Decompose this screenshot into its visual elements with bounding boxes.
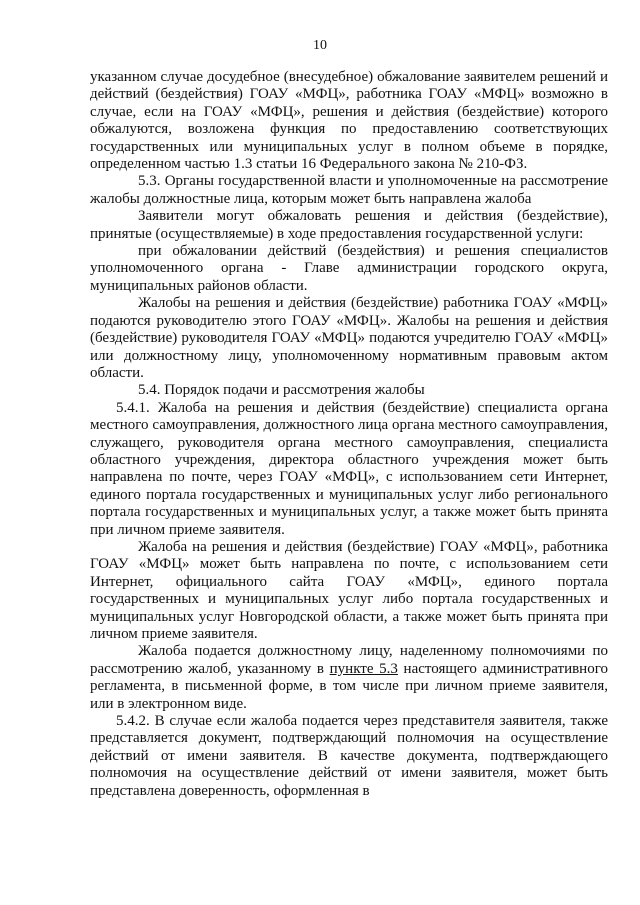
paragraph-continuation: указанном случае досудебное (внесудебное) обжалование заявителем решений и действий (бездействия) ГОАУ «МФЦ», работника ГОАУ «МФЦ» возможно в случае, если на ГОАУ «МФЦ», решения и действия (бездействие) которого обжалуются, возложена функция по предоставлению соответствующих государственных или муниципальных услуг в полном объеме в порядке, определенном частью 1.3 статьи 16 Федерального закона № 210-ФЗ. <box>90 69 608 173</box>
paragraph-applicants-appeal: Заявители могут обжаловать решения и действия (бездействие), принятые (осуществляемые) в ходе предоставления государственной услуги: <box>90 208 608 242</box>
paragraph-specialists-appeal: при обжаловании действий (бездействия) и решения специалистов уполномоченного органа - Главе администрации городского округа, муниципальных районов области. <box>90 243 608 294</box>
clause-5-3-link[interactable]: пункте 5.3 <box>329 660 398 677</box>
text-after-link: настоящего административного регламента, в письменной форме, в том числе при личном приеме заявителя, или в электронном виде. <box>90 660 608 712</box>
page-number: 10 <box>313 38 327 53</box>
section-5-3-heading: 5.3. Органы государственной власти и уполномоченные на рассмотрение жалобы должностные лица, которым может быть направлена жалоба <box>90 173 608 207</box>
paragraph-mfc-complaint-channels: Жалоба на решения и действия (бездействие) ГОАУ «МФЦ», работника ГОАУ «МФЦ» может быть направлена по почте, с использованием сети Интернет, официального сайта ГОАУ «МФЦ», единого портала государственных и муниципальных услуг либо портала государственных и муниципальных услуг Новгородской области, а также может быть принята при личном приеме заявителя. <box>90 538 608 642</box>
text-before-link: Жалоба подается должностному лицу, наделенному полномочиями по рассмотрению жалоб, указанному в <box>90 643 608 677</box>
section-5-4-heading: 5.4. Порядок подачи и рассмотрения жалобы <box>138 382 425 399</box>
paragraph-mfc-complaints: Жалобы на решения и действия (бездействие) работника ГОАУ «МФЦ» подаются руководителю этого ГОАУ «МФЦ». Жалобы на решения и действия (бездействие) руководителя ГОАУ «МФЦ» подаются учредителю ГОАУ «МФЦ» или должностному лицу, уполномоченному нормативным правовым актом области. <box>90 295 608 381</box>
section-5-4-2: 5.4.2. В случае если жалоба подается через представителя заявителя, также представляется документ, подтверждающий полномочия на осуществление действий от имени заявителя. В качестве документа, подтверждающего полномочия на осуществление действий от имени заявителя, может быть представлена доверенность, оформленная в <box>90 713 608 799</box>
paragraph-complaint-submission <box>90 643 608 713</box>
section-5-4-1: 5.4.1. Жалоба на решения и действия (бездействие) специалиста органа местного самоуправления, должностного лица органа местного самоуправления, служащего, руководителя органа местного самоуправления, специалиста областного учреждения, директора областного учреждения может быть направлена по почте, через ГОАУ «МФЦ», с использованием сети Интернет, единого портала государственных и муниципальных услуг либо регионального портала государственных и муниципальных услуг, а также может быть принята при личном приеме заявителя. <box>90 399 608 538</box>
document-body <box>90 69 608 800</box>
